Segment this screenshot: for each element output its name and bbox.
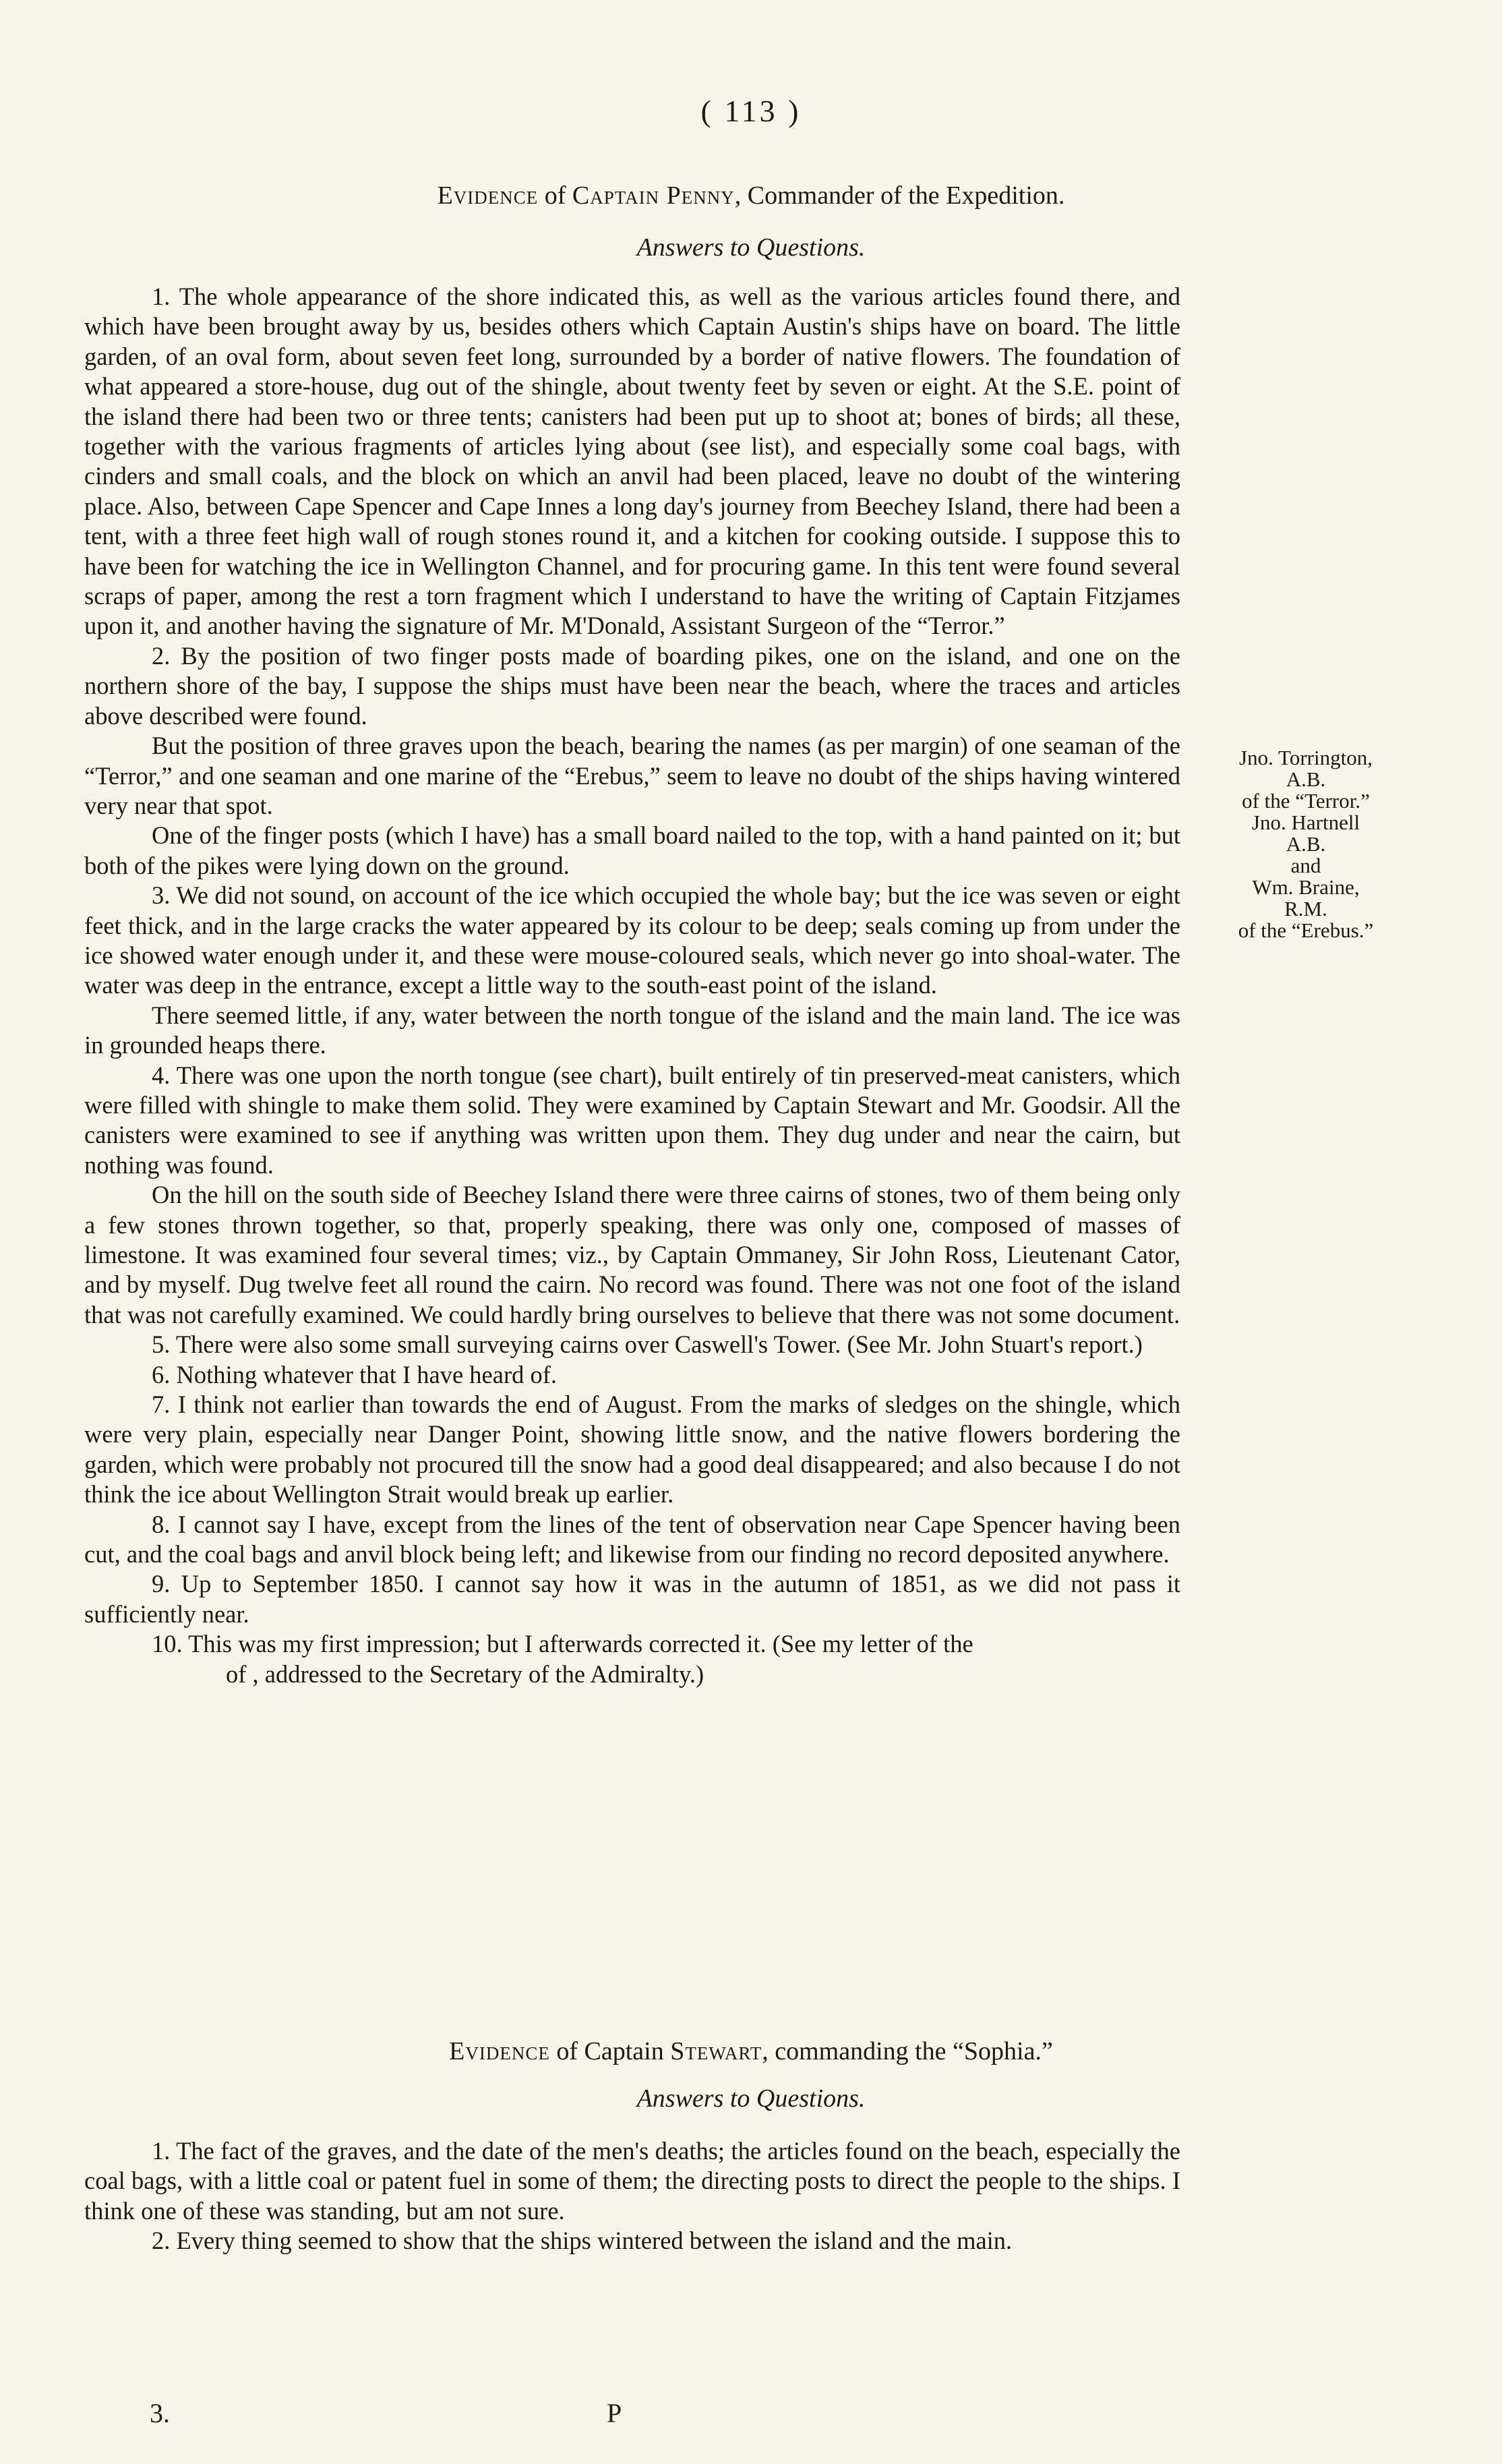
stewart-answers-body xyxy=(84,2136,1180,2256)
margin-note-line: of the “Erebus.” xyxy=(1238,918,1374,942)
heading-of-word: of xyxy=(538,181,572,210)
answer-paragraph: One of the finger posts (which I have) has a small board nailed to the top, with a hand painted on it; but both of the pikes were lying down on the ground. xyxy=(84,821,1180,879)
answer-paragraph: 10. This was my first impression; but I afterwards corrected it. (See my letter of the xyxy=(152,1630,973,1658)
catchword: 3. xyxy=(150,2398,170,2428)
margin-note-line: and xyxy=(1290,854,1321,877)
answer-paragraph: 1. The whole appearance of the shore indicated this, as well as the various articles found there, and which have been brought away by us, besides others which Captain Austin's ships have on board. The little garden, of an oval form, about seven feet long, surrounded by a border of native flowers. The foundation of what appeared a store-house, dug out of the shingle, about twenty feet by seven or eight. At the S.E. point of the island there had been two or three tents; canisters had been put up to shoot at; bones of birds; all these, together with the various fragments of articles lying about (see list), and especially some coal bags, with cinders and small coals, and the block on which an anvil had been placed, leave no doubt of the wintering place. Also, between Cape Spencer and Cape Innes a long day's journey from Beechey Island, there had been a tent, with a three feet high wall of rough stones round it, and a kitchen for cooking outside. I suppose this to have been for watching the ice in Wellington Channel, and for procuring game. In this tent were found several scraps of paper, among the rest a torn fragment which I understand to have the writing of Captain Fitzjames upon it, and another having the signature of Mr. M'Donald, Assistant Surgeon of the “Terror.” xyxy=(84,283,1180,640)
answer-paragraph-continuation: of , addressed to the Secretary of the Admiralty.) xyxy=(226,1660,704,1688)
answer-paragraph: 9. Up to September 1850. I cannot say how it was in the autumn of 1851, as we did not pass it sufficiently near. xyxy=(84,1570,1180,1628)
answer-paragraph: 4. There was one upon the north tongue (see chart), built entirely of tin preserved-meat canisters, which were filled with shingle to make them solid. They were examined by Captain Stewart and Mr. Goodsir. All the canisters were examined to see if anything was written upon them. They dug under and near the cairn, but nothing was found. xyxy=(84,1061,1180,1179)
heading-witness-name: Stewart xyxy=(670,2037,762,2065)
penny-answers-body xyxy=(84,282,1180,1689)
answer-paragraph: 6. Nothing whatever that I have heard of. xyxy=(152,1360,558,1388)
answer-paragraph: 8. I cannot say I have, except from the lines of the tent of observation near Cape Spencer having been cut, and the coal bags and anvil block being left; and likewise from our finding no record deposited anywhere. xyxy=(84,1510,1180,1568)
margin-note-line: A.B. xyxy=(1286,832,1326,856)
margin-note-line: of the “Terror.” xyxy=(1242,789,1370,813)
stewart-evidence-heading xyxy=(0,2036,1502,2066)
margin-note-line: Jno. Torrington, xyxy=(1239,746,1373,769)
margin-note-line: A.B. xyxy=(1286,767,1326,791)
answer-paragraph: There seemed little, if any, water between the north tongue of the island and the main land. The ice was in grounded heaps there. xyxy=(84,1001,1180,1059)
signature-mark: P xyxy=(607,2398,622,2428)
heading-of-captain-words: of Captain xyxy=(549,2037,671,2065)
answer-paragraph: 5. There were also some small surveying cairns over Caswell's Tower. (See Mr. John Stuart's report.) xyxy=(152,1330,1143,1359)
heading-witness-role: , commanding the “Sophia.” xyxy=(762,2037,1053,2065)
heading-witness-role: , Commander of the Expedition. xyxy=(734,181,1065,210)
heading-witness-name: Captain Penny xyxy=(572,181,735,210)
answer-paragraph: 2. Every thing seemed to show that the ships wintered between the island and the main. xyxy=(152,2227,1013,2255)
margin-note-line: Jno. Hartnell xyxy=(1251,811,1360,834)
page-number: ( 113 ) xyxy=(700,94,802,128)
heading-evidence-word: Evidence xyxy=(449,2037,550,2065)
answer-paragraph: On the hill on the south side of Beechey Island there were three cairns of stones, two of them being only a few stones thrown together, so that, properly speaking, there was only one, composed of masses of limestone. It was examined four several times; viz., by Captain Ommaney, Sir John Ross, Lieutenant Cator, and by myself. Dug twelve feet all round the cairn. No record was found. There was not one foot of the island that was not carefully examined. We could hardly bring ourselves to believe that there was not some document. xyxy=(84,1181,1180,1328)
margin-note-line: R.M. xyxy=(1284,897,1327,920)
answer-paragraph: But the position of three graves upon the beach, bearing the names (as per margin) of one seaman of the “Terror,” and one seaman and one marine of the “Erebus,” seem to leave no doubt of the ships having wintered very near that spot. xyxy=(84,732,1180,819)
penny-evidence-heading xyxy=(0,181,1502,210)
answer-paragraph: 2. By the position of two finger posts made of boarding pikes, one on the island, and one on the northern shore of the bay, I suppose the ships must have been near the beach, where the traces and articles above described were found. xyxy=(84,641,1180,730)
margin-note-line: Wm. Braine, xyxy=(1252,875,1360,899)
penny-answers-subheading: Answers to Questions. xyxy=(636,233,866,262)
answer-paragraph: 1. The fact of the graves, and the date of the men's deaths; the articles found on the beach, especially the coal bags, with a little coal or patent fuel in some of them; the directing posts to direct the people to the ships. I think one of these was standing, but am not sure. xyxy=(84,2137,1180,2225)
answer-paragraph: 3. We did not sound, on account of the ice which occupied the whole bay; but the ice was seven or eight feet thick, and in the large cracks the water appeared by its colour to be deep; seals coming up from under the ice showed water enough under it, and these were mouse-coloured seals, which never go into shoal-water. The water was deep in the entrance, except a little way to the south-east point of the island. xyxy=(84,881,1180,999)
stewart-answers-subheading: Answers to Questions. xyxy=(636,2084,866,2113)
heading-evidence-word: Evidence xyxy=(437,181,539,210)
answer-paragraph: 7. I think not earlier than towards the end of August. From the marks of sledges on the shingle, which were very plain, especially near Danger Point, showing little snow, and the native flowers bordering the garden, which were probably not procured till the snow had a good deal disappeared; and also because I do not think the ice about Wellington Strait would break up earlier. xyxy=(84,1390,1180,1508)
margin-note-grave-names xyxy=(1195,747,1417,941)
